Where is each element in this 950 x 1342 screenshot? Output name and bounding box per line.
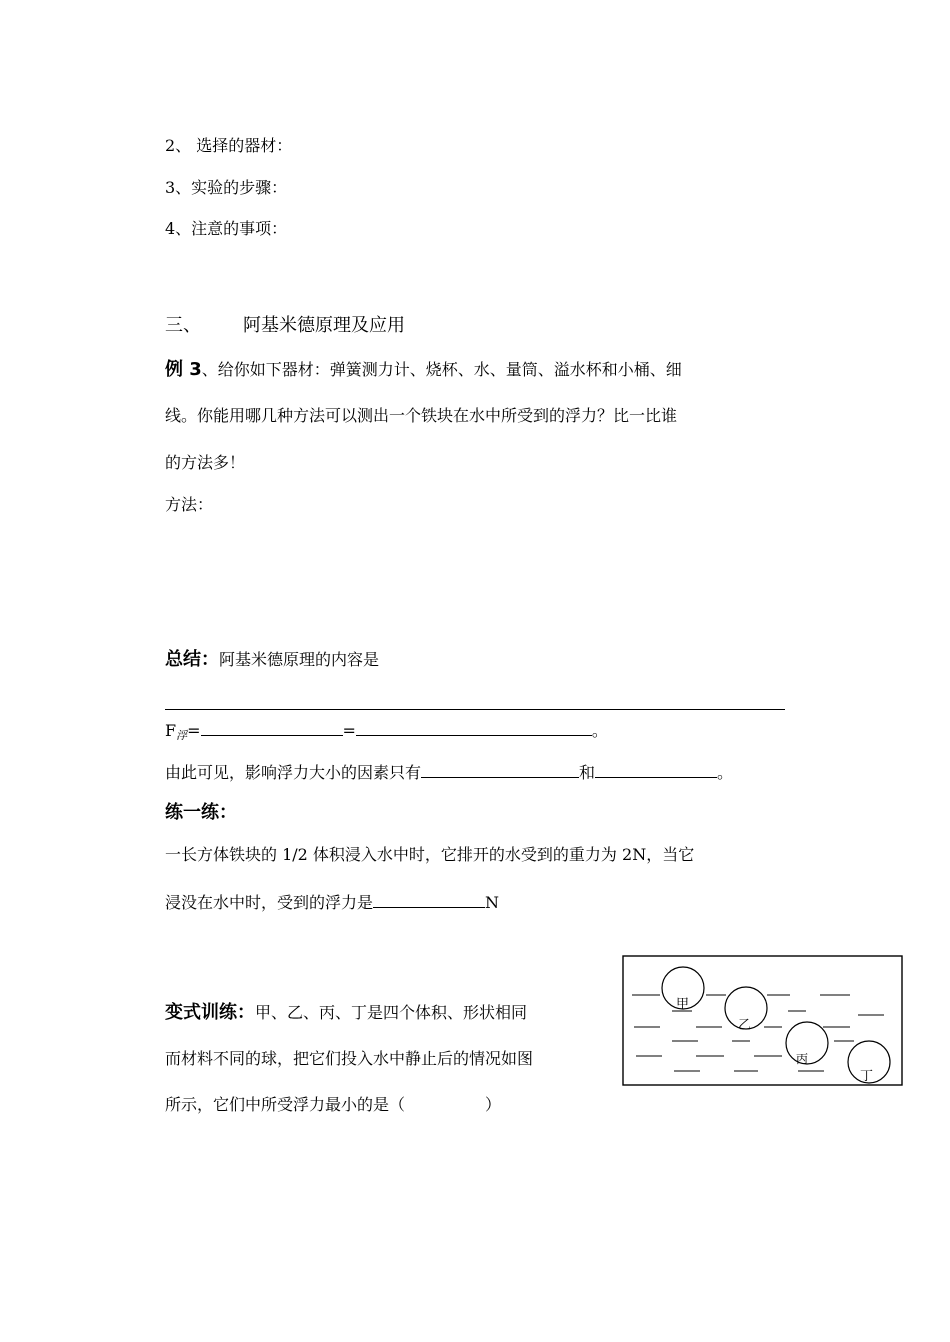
f-subscript: 浮 — [176, 729, 188, 742]
variant-line-3 — [165, 1095, 501, 1115]
equals-2: = — [342, 721, 356, 740]
practice-line-1: 一长方体铁块的 1/2 体积浸入水中时，它排开的水受到的重力为 2N，当它 — [165, 845, 695, 864]
practice-label: 练一练： — [165, 802, 237, 823]
factors-prefix: 由此可见，影响浮力大小的因素只有 — [165, 763, 422, 782]
item-4-notes: 4、注意的事项： — [165, 219, 288, 238]
method-label: 方法： — [165, 495, 214, 514]
ball-label-jia: 甲 — [676, 997, 690, 1012]
ball-label-ding: 丁 — [860, 1069, 874, 1084]
buoyancy-formula-line — [165, 719, 608, 743]
factor-blank-2[interactable] — [595, 761, 717, 778]
factors-and: 和 — [579, 763, 596, 782]
variant-text-3: 所示，它们中所受浮力最小的是（ — [165, 1095, 406, 1114]
variant-label: 变式训练： — [165, 1002, 255, 1023]
practice-line-2 — [165, 891, 499, 913]
summary-text: 阿基米德原理的内容是 — [219, 650, 380, 669]
summary-answer-blank[interactable] — [165, 709, 785, 710]
factors-line — [165, 761, 733, 783]
example-label: 例 3 — [165, 359, 202, 380]
example-text-1: 、给你如下器材：弹簧测力计、烧杯、水、量筒、溢水杯和小桶、细 — [201, 360, 682, 379]
ball-label-bing: 丙 — [796, 1052, 809, 1066]
formula-blank-1[interactable] — [201, 719, 343, 736]
ball-ding — [848, 1041, 890, 1084]
example-3-line-1 — [165, 360, 682, 380]
example-3-line-2: 线。你能用哪几种方法可以测出一个铁块在水中所受到的浮力？比一比谁 — [165, 406, 678, 425]
practice-text-2: 浸没在水中时，受到的浮力是 — [165, 893, 374, 912]
practice-unit: N — [485, 893, 500, 912]
f-symbol: F — [165, 721, 177, 740]
practice-answer-blank[interactable] — [373, 891, 485, 908]
equals-1: = — [187, 721, 201, 740]
floating-balls-figure — [622, 955, 904, 1087]
item-3-steps: 3、实验的步骤： — [165, 178, 288, 197]
variant-text-3-end: ） — [485, 1095, 502, 1114]
section-title: 阿基米德原理及应用 — [243, 315, 405, 336]
summary-line — [165, 650, 379, 670]
formula-end: 。 — [591, 721, 608, 740]
ball-label-yi: 乙 — [738, 1018, 752, 1033]
example-3-line-3: 的方法多！ — [165, 453, 246, 472]
variant-line-2: 而材料不同的球，把它们投入水中静止后的情况如图 — [165, 1049, 534, 1068]
formula-blank-2[interactable] — [356, 719, 592, 736]
summary-label: 总结： — [165, 649, 219, 670]
section-3-heading — [165, 316, 405, 336]
factor-blank-1[interactable] — [421, 761, 579, 778]
item-2-equipment: 2、 选择的器材： — [165, 136, 293, 155]
variant-text-1: 甲、乙、丙、丁是四个体积、形状相同 — [255, 1003, 528, 1022]
section-number: 三、 — [165, 315, 201, 336]
variant-line-1 — [165, 1003, 527, 1023]
factors-end: 。 — [717, 763, 734, 782]
